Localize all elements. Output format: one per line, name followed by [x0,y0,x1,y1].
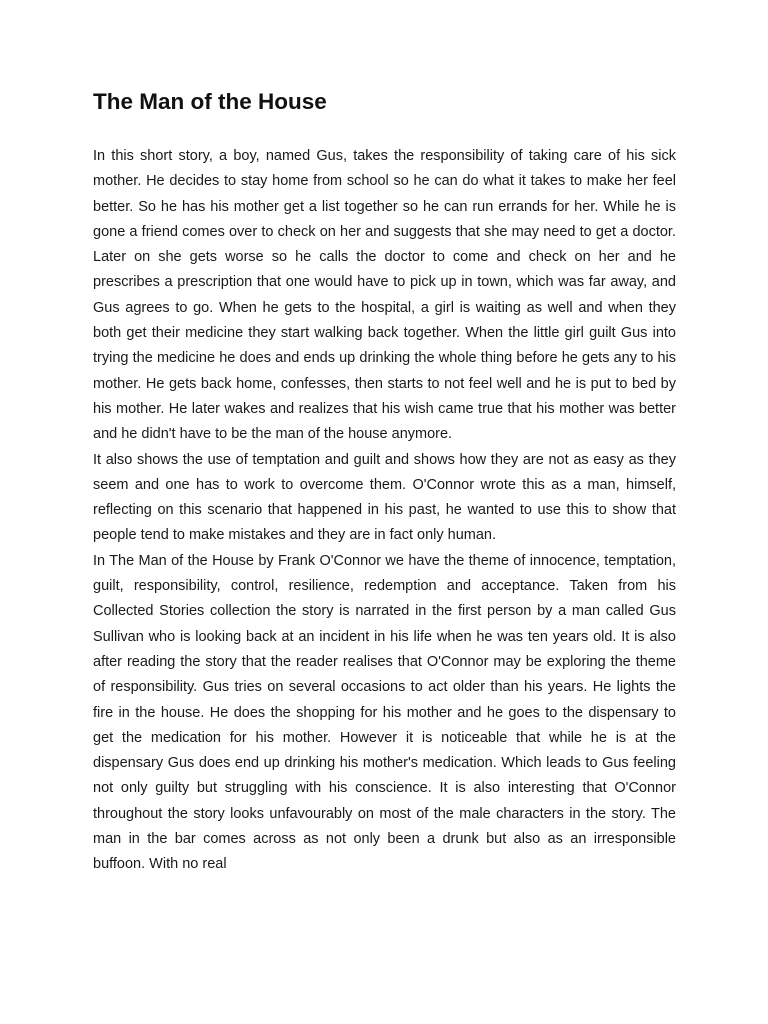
paragraph-themes: In The Man of the House by Frank O'Connor we have the theme of innocence, temptation, guilt, responsibility, control, resilience, redemption and acceptance. Taken from his Collected Stories collection the story is narrated in the first person by a man called Gus Sullivan who is looking back at an incident in his life when he was ten years old. It is also after reading the story that the reader realises that O'Connor may be exploring the theme of responsibility. Gus tries on several occasions to act older than his years. He lights the fire in the house. He does the shopping for his mother and he goes to the dispensary to get the medication for his mother. However it is noticeable that while he is at the dispensary Gus does end up drinking his mother's medication. Which leads to Gus feeling not only guilty but struggling with his conscience. It is also interesting that O'Connor throughout the story looks unfavourably on most of the male characters in the story. The man in the bar comes across as not only been a drunk but also as an irresponsible buffoon. With no real [93,552,676,873]
document-title: The Man of the House [93,89,327,114]
paragraph-summary: In this short story, a boy, named Gus, takes the responsibility of taking care of his sick mother. He decides to stay home from school so he can do what it takes to make her feel better. So he has his mother get a list together so he can run errands for her. While he is gone a friend comes over to check on her and suggests that she may need to get a doctor. Later on she gets worse so he calls the doctor to come and check on her and he prescribes a prescription that one would have to pick up in town, which was far away, and Gus agrees to go. When he gets to the hospital, a girl is waiting as well and when they both get their medicine they start walking back together. When the little girl guilt Gus into trying the medicine he does and ends up drinking the whole thing before he gets any to his mother. He gets back home, confesses, then starts to not feel well and he is put to bed by his mother. He later wakes and realizes that his wish came true that his mother was better and he didn't have to be the man of the house anymore. [93,148,676,443]
paragraph-temptation: It also shows the use of temptation and guilt and shows how they are not as easy as they seem and one has to work to overcome them. O'Connor wrote this as a man, himself, reflecting on this scenario that happened in his past, he wanted to use this to show that people tend to make mistakes and they are in fact only human. [93,451,676,544]
